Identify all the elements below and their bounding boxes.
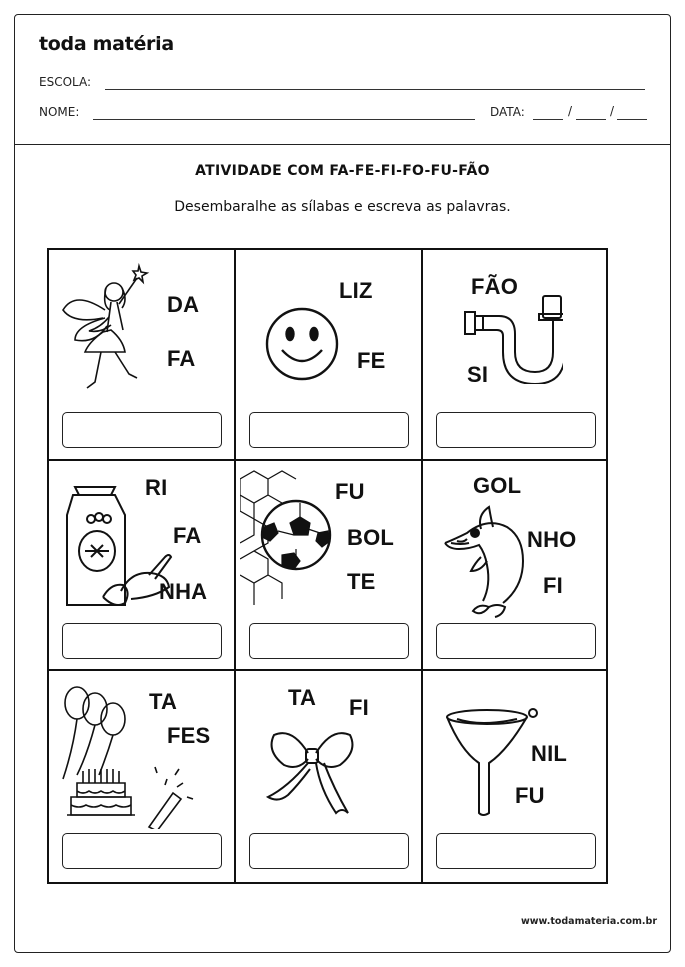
syllable: FES	[167, 723, 211, 748]
syllable: GOL	[473, 473, 522, 498]
syllable: BOL	[347, 525, 395, 550]
activity-title: ATIVIDADE COM FA-FE-FI-FO-FU-FÃO	[195, 163, 490, 179]
exercise-cell	[49, 250, 236, 462]
exercise-cell	[236, 250, 423, 462]
syllable: FI	[349, 695, 369, 720]
syllable: DA	[167, 292, 200, 317]
exercise-cell	[423, 671, 610, 883]
syllable: RI	[145, 475, 168, 500]
header-section	[15, 15, 670, 145]
exercise-grid	[47, 248, 608, 884]
syllable: FE	[357, 348, 386, 373]
syllable: FA	[173, 523, 202, 548]
answer-box[interactable]	[249, 833, 409, 869]
syllable: TA	[149, 689, 178, 714]
ribbon-bow-icon	[262, 723, 362, 823]
school-label: ESCOLA:	[39, 75, 92, 89]
syllable: FI	[543, 573, 563, 598]
syllable: NHO	[527, 527, 577, 552]
exercise-cell	[423, 461, 610, 673]
answer-box[interactable]	[62, 833, 222, 869]
exercise-cell	[236, 671, 423, 883]
answer-box[interactable]	[436, 623, 596, 659]
syllable: NIL	[531, 741, 568, 766]
brand-logo: toda matéria	[39, 33, 174, 55]
answer-box[interactable]	[249, 623, 409, 659]
school-line[interactable]	[105, 89, 645, 90]
syllable: FA	[167, 346, 196, 371]
date-day-line[interactable]	[533, 119, 563, 120]
exercise-cell	[236, 461, 423, 673]
answer-box[interactable]	[436, 412, 596, 448]
footer-website: www.todamateria.com.br	[520, 916, 657, 927]
syllable: FU	[515, 783, 545, 808]
name-line[interactable]	[93, 119, 475, 120]
name-label: NOME:	[39, 105, 80, 119]
smiley-face-icon	[262, 304, 342, 384]
syllable: TA	[288, 685, 317, 710]
exercise-cell	[423, 250, 610, 462]
answer-box[interactable]	[436, 833, 596, 869]
date-month-line[interactable]	[576, 119, 606, 120]
answer-box[interactable]	[62, 412, 222, 448]
syllable: NHA	[159, 579, 208, 604]
date-label: DATA:	[490, 105, 525, 119]
syllable: FÃO	[471, 274, 519, 299]
answer-box[interactable]	[62, 623, 222, 659]
soccer-ball-icon	[240, 469, 340, 609]
syllable: LIZ	[339, 278, 373, 303]
exercise-cell	[49, 671, 236, 883]
date-year-line[interactable]	[617, 119, 647, 120]
activity-instruction: Desembaralhe as sílabas e escreva as palavras.	[174, 199, 511, 215]
fairy-icon	[59, 262, 159, 402]
answer-box[interactable]	[249, 412, 409, 448]
syllable: TE	[347, 569, 376, 594]
date-separator: /	[568, 104, 573, 118]
syllable: SI	[467, 362, 489, 387]
exercise-cell	[49, 461, 236, 673]
dolphin-icon	[441, 503, 531, 619]
syllable: FU	[335, 479, 365, 504]
date-separator: /	[610, 104, 615, 118]
